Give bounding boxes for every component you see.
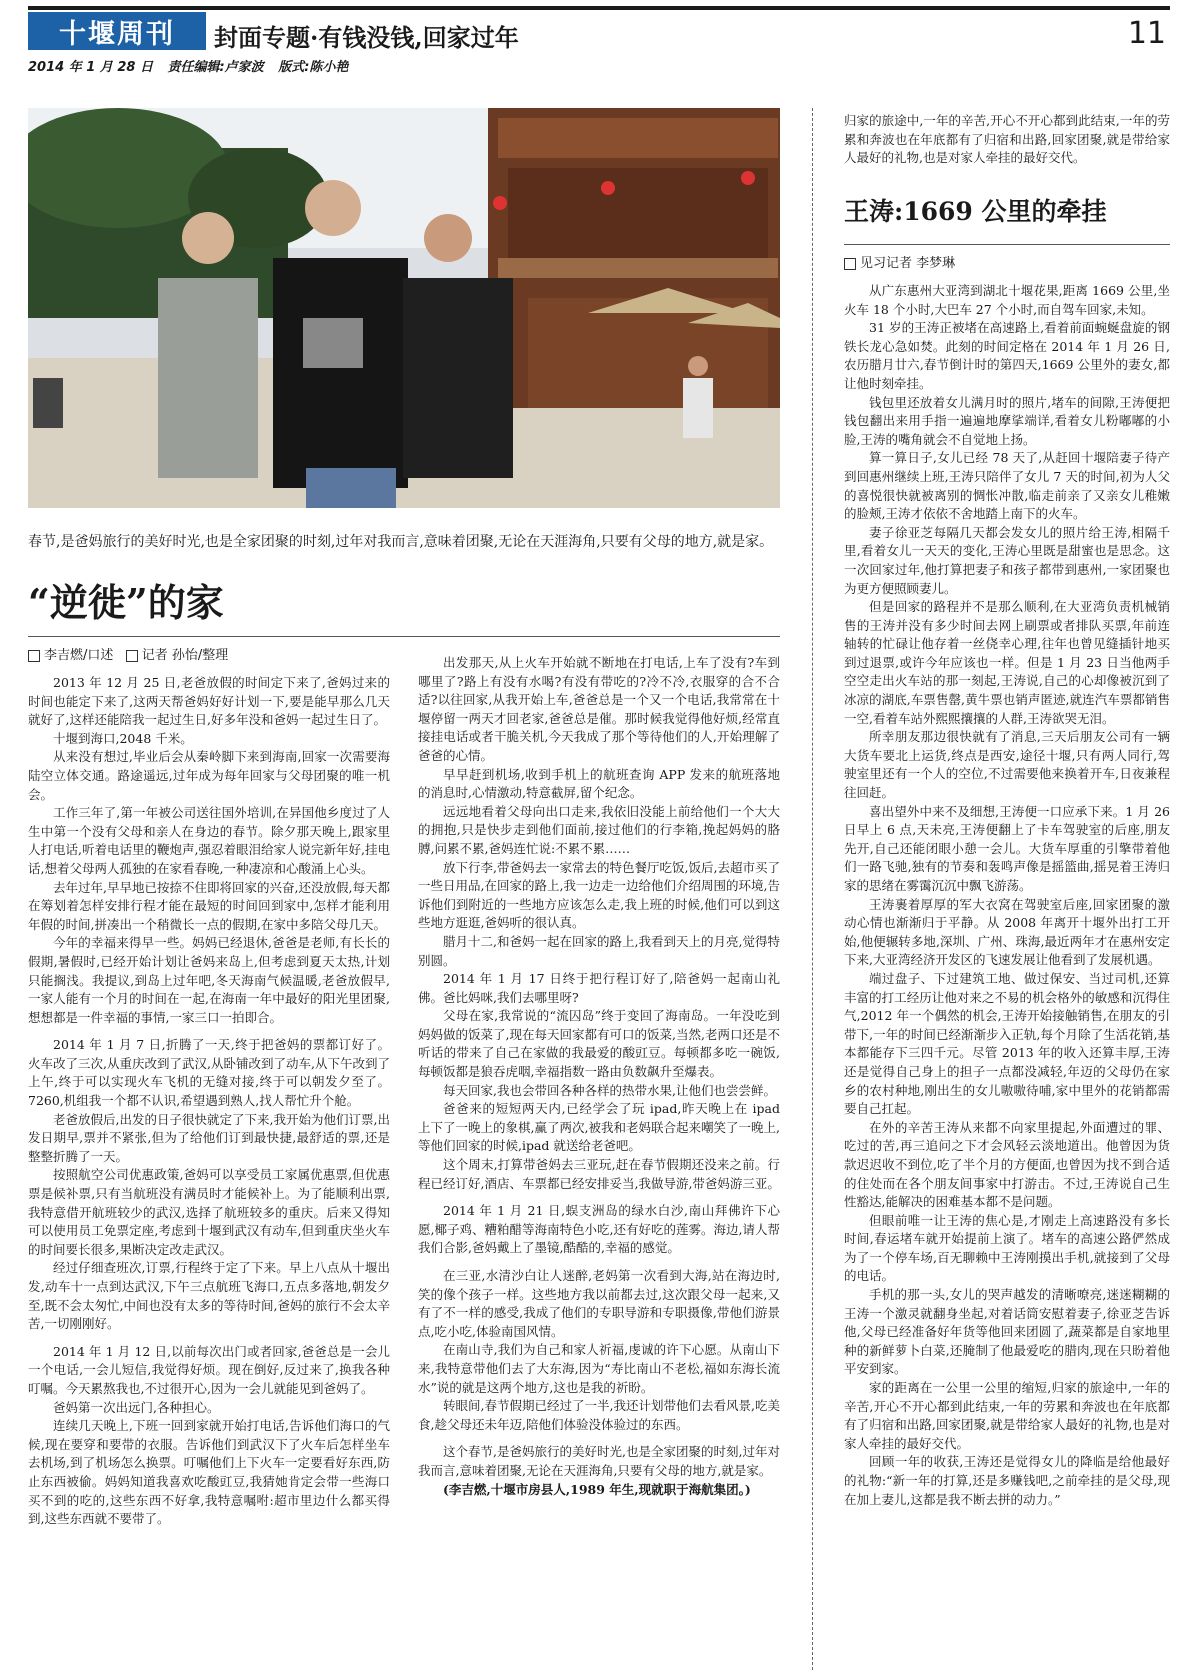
story1-headline: “逆徙”的家 [28,580,224,625]
story1-rule [28,636,780,637]
story2-paragraph: 所幸朋友那边很快就有了消息,三天后朋友公司有一辆大货车要北上运货,终点是西安,途径十堰,只有两人同行,驾驶室里还有一个人的空位,不过需要他来换着开车,日夜兼程往回赶。 [844,729,1170,801]
story2-paragraph: 王涛裹着厚厚的军大衣窝在驾驶室后座,回家团聚的激动心情也渐渐归于平静。从 2008 年离开十堰外出打工开始,他便辗转多地,深圳、广州、珠海,最近两年才在惠州安定下来,大亚湾经济开发区的飞速发展让他看到了发展机遇。 [844,896,1170,968]
story1-paragraph: 老爸放假后,出发的日子很快就定了下来,我开始为他们订票,出发日期早,票并不紧张,但为了给他们订到最快捷,最舒适的票,还是整整折腾了一天。 [28,1111,390,1164]
story1-paragraph: 今年的幸福来得早一些。妈妈已经退休,爸爸是老师,有长长的假期,暑假时,已经开始计划让爸妈来岛上,但考虑到夏天太热,计划只能搁浅。我提议,到岛上过年吧,冬天海南气候温暖,老爸放假早,一家人能有一个月的时间在一起,在海南一年中最好的阳光里团聚,想想都是一件幸福的事情,一家三口一拍即合。 [28,935,390,1025]
story2-byline-text: 见习记者 李梦琳 [860,256,956,271]
paper-name: 十堰周刊 [28,12,206,50]
story2-headline: 王涛:1669 公里的牵挂 [844,197,1107,226]
story1-paragraph: 这个春节,是爸妈旅行的美好时光,也是全家团聚的时刻,过年对我而言,意味着团聚,无论在天涯海角,只要有父母的地方,就是家。 [418,1444,780,1478]
byline-narrator: 李吉燃/口述 [44,648,114,663]
column-divider [812,108,813,1670]
story2-paragraph: 在外的辛苦王涛从来都不向家里提起,外面遭过的罪、吃过的苦,再三追问之下才会风轻云淡地道出。他曾因为货款迟迟收不到位,吃了半个月的方便面,也曾因为找不到合适的住处而在各个朋友间事家中打游击。不过,王涛说自己生性豁达,能解决的困难基本都不是问题。 [844,1119,1170,1210]
byline-reporter: 记者 孙怡/整理 [141,648,229,663]
story2-paragraph: 从广东惠州大亚湾到湖北十堰花果,距离 1669 公里,坐火车 18 个小时,大巴车 27 个小时,而自驾车回家,未知。 [844,283,1170,317]
story1-paragraph: 2014 年 1 月 7 日,折腾了一天,终于把爸妈的票都订好了。火车改了三次,从重庆改到了武汉,从卧铺改到了动车,从下午改到了上午,终于可以实现火车飞机的无缝对接,终于可以朝发夕至了。7260,机组我一个都不认识,希望遇到熟人,找人帮忙升个舱。 [28,1037,390,1109]
story2-paragraph: 端过盘子、下过建筑工地、做过保安、当过司机,还算丰富的打工经历让他对来之不易的机会格外的敏感和沉得住气,2012 年一个偶然的机会,王涛开始接触销售,在朋友的引带下,一年的时间已经渐渐步入正轨,每个月除了生活花销,基本都能存下三四千元。尽管 2013 年的收入还算丰厚,王涛还是觉得自己身上的担子一点都没减轻,年迈的父母仍在家乡的农村种地,刚出生的女儿嗷嗷待哺,家中里外的花销都需要自己扛起。 [844,970,1170,1117]
story1-paragraph: 这个周末,打算带爸妈去三亚玩,赶在春节假期还没来之前。行程已经订好,酒店、车票都已经安排妥当,我做导游,带爸妈游三亚。 [418,1157,780,1191]
story1-paragraph: 在南山寺,我们为自己和家人祈福,虔诚的许下心愿。从南山下来,我特意带他们去了大东海,因为“寿比南山不老松,福如东海长流水”说的就是这两个地方,这也是我的祈盼。 [418,1342,780,1395]
story2-column [844,282,1170,1672]
issue-layout-editor: 版式:陈小艳 [278,60,349,75]
story1-column-a [28,674,390,1670]
issue-editor: 责任编辑:卢家波 [167,60,264,75]
story1-paragraph: 十堰到海口,2048 千米。 [53,730,193,746]
story1-paragraph: 2013 年 12 月 25 日,老爸放假的时间定下来了,爸妈过来的时间也能定下来了,这两天帮爸妈好好计划一下,要是能早那么几天就好了,这样还能陪我一起过生日,好多年没和爸妈一起过生日了。 [28,675,390,728]
story1-paragraph: 腊月十二,和爸妈一起在回家的路上,我看到天上的月亮,觉得特别圆。 [418,933,780,968]
section-topic: 封面专题·有钱没钱,回家过年 [214,23,519,52]
story2-paragraph: 但眼前唯一让王涛的焦心是,才刚走上高速路没有多长时间,春运堵车就开始提前上演了。堵车的高速公路俨然成为了一个停车场,百无聊赖中王涛刚摸出手机,就接到了父母的电话。 [844,1212,1170,1284]
story1-paragraph: 在三亚,水清沙白让人迷醉,老妈第一次看到大海,站在海边时,笑的像个孩子一样。这些地方我以前都去过,这次跟父母一起来,又有了不一样的感受,我成了他们的专职导游和专职摄像,带他们游景点,吃小吃,体验南国风情。 [418,1268,780,1339]
story1-author-note: (李吉燃,十堰市房县人,1989 年生,现就职于海航集团。) [443,1481,751,1497]
family-photo [28,108,780,508]
photo-caption: 春节,是爸妈旅行的美好时光,也是全家团聚的时刻,过年对我而言,意味着团聚,无论在天涯海角,只要有父母的地方,就是家。 [28,534,774,550]
story2-intro-text: 归家的旅途中,一年的辛苦,开心不开心都到此结束,一年的劳累和奔波也在年底都有了归宿和出路,回家团聚,就是带给家人最好的礼物,也是对家人牵挂的最好交代。 [844,113,1170,166]
page-number: 11 [1127,16,1166,51]
family-photo-illustration [28,108,780,508]
story1-paragraph: 工作三年了,第一年被公司送往国外培训,在异国他乡度过了人生中第一个没有父母和亲人在身边的春节。除夕那天晚上,跟家里人打电话,听着电话里的鞭炮声,强忍着眼泪给家人说完新年好,挂电话,想着父母两人孤独的在家看春晚,一种凄凉和心酸涌上心头。 [28,805,390,876]
story2-paragraph: 回顾一年的收获,王涛还是觉得女儿的降临是给他最好的礼物:“新一年的打算,还是多赚钱吧,之前牵挂的是父母,现在加上妻儿,这都是我不断去拼的动力。” [844,1454,1170,1507]
story1-paragraph: 爸爸来的短短两天内,已经学会了玩 ipad,昨天晚上在 ipad 上下了一晚上的象棋,赢了两次,被我和老妈联合起来嘲笑了一晚上,等他们回家的时候,ipad 就送给老爸吧。 [418,1101,780,1154]
masthead-rule [28,6,1170,10]
story1-paragraph: 2014 年 1 月 21 日,蜈支洲岛的绿水白沙,南山拜佛许下心愿,椰子鸡、糟粕醋等海南特色小吃,还有好吃的莲雾。海边,请人帮我们合影,爸妈戴上了墨镜,酷酷的,幸福的感觉。 [418,1203,780,1256]
story1-paragraph: 从来没有想过,毕业后会从秦岭脚下来到海南,回家一次需要海陆空立体交通。路途遥远,过年成为每年回家与父母团聚的唯一机会。 [28,749,390,802]
issue-line [28,56,358,75]
story1-paragraph: 爸妈第一次出远门,各种担心。 [53,1399,220,1415]
story1-paragraph: 2014 年 1 月 17 日终于把行程订好了,陪爸妈一起南山礼佛。爸比妈咪,我们去哪里呀? [418,971,780,1005]
story2-paragraph: 钱包里还放着女儿满月时的照片,堵车的间隙,王涛便把钱包翻出来用手指一遍遍地摩挲端详,看着女儿粉嘟嘟的小脸,王涛的嘴角就会不自觉地上扬。 [844,394,1170,447]
byline-box-icon [126,650,138,662]
story1-column-b [418,654,780,1670]
byline-box-icon [28,650,40,662]
story1-paragraph: 转眼间,春节假期已经过了一半,我还计划带他们去看风景,吃美食,趁父母还未年迈,陪他们体验没体验过的东西。 [418,1398,780,1432]
story1-paragraph: 去年过年,早早地已按捺不住即将回家的兴奋,还没放假,每天都在筹划着怎样安排行程才能在最短的时间回到家中,怎样才能利用年假的时间,拼凑出一个稍微长一点的假期,在家中多陪父母几天。 [28,879,390,932]
story2-rule [844,244,1170,245]
byline-box-icon [844,258,856,270]
story1-paragraph: 按照航空公司优惠政策,爸妈可以享受员工家属优惠票,但优惠票是候补票,只有当航班没有满员时才能候补上。为了能顺利出票,我特意借开航班较少的武汉,选择了航班较多的重庆。后来又得知可以使用员工免票定座,考虑到十堰到武汉有动车,但到重庆坐火车的时间要长很多,果断决定改走武汉。 [28,1167,390,1257]
story2-byline [844,252,955,271]
story2-paragraph: 家的距离在一公里一公里的缩短,归家的旅途中,一年的辛苦,开心不开心都到此结束,一年的劳累和奔波也在年底都有了归宿和出路,回家团聚,就是带给家人最好的礼物,也是对家人牵挂的最好交代。 [844,1380,1170,1451]
story1-paragraph: 早早赶到机场,收到手机上的航班查询 APP 发来的航班落地的消息时,心情激动,特意截屏,留个纪念。 [418,766,780,801]
story1-paragraph: 每天回家,我也会带回各种各样的热带水果,让他们也尝尝鲜。 [443,1082,776,1098]
story2-paragraph: 妻子徐亚芝每隔几天都会发女儿的照片给王涛,相隔千里,看着女儿一天天的变化,王涛心里既是甜蜜也是思念。这一次回家过年,他打算把妻子和孩子都带到惠州,一家团聚也为更方便照顾妻儿。 [844,524,1170,596]
story1-paragraph: 放下行李,带爸妈去一家常去的特色餐厅吃饭,饭后,去超市买了一些日用品,在回家的路上,我一边走一边给他们介绍周围的环境,告诉他们到附近的一些地方应该怎么走,我上班的时候,他们可以到这些地方逛逛,爸妈听的很认真。 [418,859,780,931]
story2-paragraph: 算一算日子,女儿已经 78 天了,从赶回十堰陪妻子待产到回惠州继续上班,王涛只陪伴了女儿 7 天的时间,初为人父的喜悦很快就被离别的惆怅冲散,临走前亲了又亲女儿稚嫩的脸颊,王涛才依依不舍地踏上南下的火车。 [844,450,1170,522]
story2-paragraph: 31 岁的王涛正被堵在高速路上,看着前面蜿蜒盘旋的钢铁长龙心急如焚。此刻的时间定格在 2014 年 1 月 26 日,农历腊月廿六,春节倒计时的第四天,1669 公里外的妻女,都让他时刻牵挂。 [844,320,1170,391]
story1-paragraph: 2014 年 1 月 12 日,以前每次出门或者回家,爸爸总是一会儿一个电话,一会儿短信,我觉得好烦。现在倒好,反过来了,换我各种叮嘱。今天累熬我也,不过很开心,因为一会儿就能见到爸妈了。 [28,1343,390,1396]
story2-paragraph: 但是回家的路程并不是那么顺利,在大亚湾负责机械销售的王涛并没有多少时间去网上刷票或者排队买票,年前连轴转的忙碌让他存着一丝侥幸心理,往年也曾见缝插针地买到过退票,或许今年应该也一样。但是 1 月 23 日当他两手空空走出火车站的那一刻起,王涛说,自己的心却像被沉到了冰凉的湖底,车票售罄,黄牛票也销声匿迹,就连汽车票都销售一空,看着车站外熙熙攘攘的人群,王涛欲哭无泪。 [844,599,1170,726]
issue-date: 2014 年 1 月 28 日 [28,60,153,75]
story1-paragraph: 连续几天晚上,下班一回到家就开始打电话,告诉他们海口的气候,现在要穿和要带的衣服。告诉他们到武汉下了火车后怎样坐车去机场,到了机场怎么换票。叮嘱他们上下火车一定要看好东西,防止东西被偷。妈妈知道我喜欢吃酸豇豆,我猜她肯定会带一些海口买不到的吃的,这些东西不好拿,我特意嘱咐:超市里边什么都买得到,这些东西就不要带了。 [28,1418,390,1527]
story2-paragraph: 手机的那一头,女儿的哭声越发的清晰嘹亮,迷迷糊糊的王涛一个激灵就翻身坐起,对着话筒安慰着妻子,徐亚芝告诉他,父母已经准备好年货等他回来团圆了,蔬菜都是自家地里种的新鲜萝卜白菜,还腌制了他最爱吃的腊肉,现在只盼着他平安到家。 [844,1287,1170,1377]
story2-paragraph: 喜出望外中来不及细想,王涛便一口应承下来。1 月 26 日早上 6 点,天未亮,王涛便翻上了卡车驾驶室的后座,朋友先开,自己还能闭眼小憩一会儿。大货车厚重的引擎带着他们一路飞驰,独有的节奏和轰鸣声像是摇篮曲,摇晃着王涛归家的思绪在雾霭沉沉中飘飞游荡。 [844,803,1170,893]
story1-byline [28,644,228,663]
story1-paragraph: 父母在家,我常说的“流囚岛”终于变回了海南岛。一年没吃到妈妈做的饭菜了,现在每天回家都有可口的饭菜,当然,老两口还是不听话的带来了自己在家做的我最爱的酸豇豆。每顿都多吃一碗饭,每顿饭都是狼吞虎咽,幸福指数一路由负数飙升至爆表。 [418,1008,780,1080]
story2-intro [844,112,1170,168]
story1-paragraph: 出发那天,从上火车开始就不断地在打电话,上车了没有?车到哪里了?路上有没有水喝?有没有带吃的?冷不冷,衣服穿的合不合适?以往回家,从我开始上车,爸爸总是一个又一个电话,我常常在十堰停留一两天才回老家,爸爸总是催。那时候我觉得他好烦,经常直接挂电话或者干脆关机,今天我成了那个等待他们的人,开始理解了爸爸的心情。 [418,655,780,763]
story1-paragraph: 远远地看着父母向出口走来,我依旧没能上前给他们一个大大的拥抱,只是快步走到他们面前,接过他们的行李箱,挽起妈妈的胳膊,问累不累,爸妈连忙说:不累不累…… [418,803,780,856]
story1-paragraph: 经过仔细查班次,订票,行程终于定了下来。早上八点从十堰出发,动车十一点到达武汉,下午三点航班飞海口,五点多落地,朝发夕至,既不会太匆忙,中间也没有太多的等待时间,爸妈的旅行不会太辛苦,一切刚刚好。 [28,1260,390,1332]
